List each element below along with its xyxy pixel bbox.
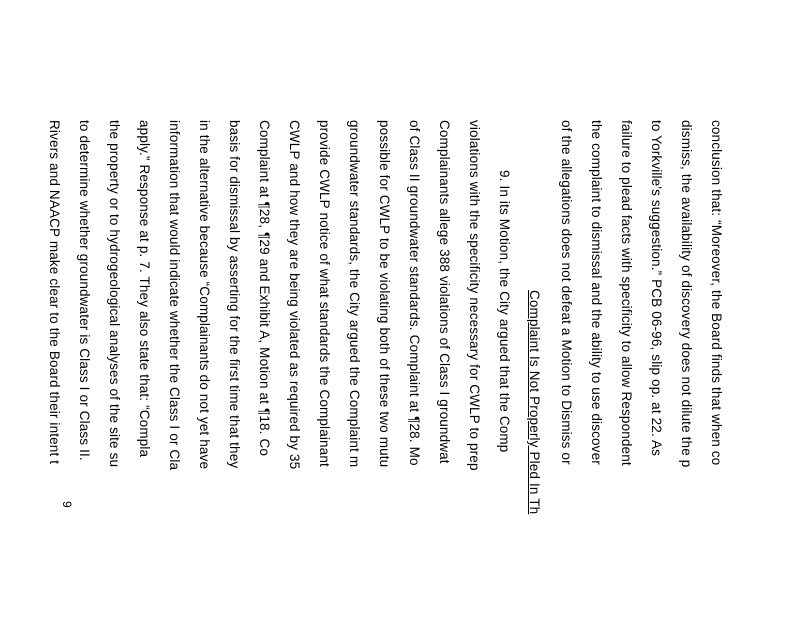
- text-line: possible for CWLP to be violating both of these two mutu: [377, 120, 392, 468]
- text-line: in the alternative because “Complainants do not yet have: [197, 120, 212, 470]
- text-line: 9. In its Motion, the City argued that the Comp: [497, 170, 512, 453]
- text-line: to determine whether groundwater is Class I or Class II.: [77, 120, 92, 461]
- text-line: the complaint to dismissal and the ability to use discover: [589, 120, 604, 465]
- section-heading: Complaint Is Not Properly Pled In Th: [527, 290, 542, 515]
- text-line: Rivers and NAACP make clear to the Board their intent t: [47, 120, 62, 465]
- text-line: information that would indicate whether the Class I or Cla: [167, 120, 182, 471]
- text-line: Complainants allege 388 violations of Class I groundwat: [437, 120, 452, 464]
- page-number: 9: [60, 501, 74, 508]
- text-line: to Yorkville's suggestion.” PCB 06-96, slip op. at 22. As: [649, 120, 664, 457]
- text-line: of the allegations does not defeat a Motion to Dismiss or: [559, 120, 574, 465]
- text-line: dismiss, the availability of discovery does not dilute the p: [679, 120, 694, 468]
- text-line: Complaint at ¶28, ¶29 and Exhibit A, Motion at ¶18. Co: [257, 120, 272, 457]
- text-line: conclusion that: “Moreover, the Board finds that when co: [709, 120, 724, 466]
- text-line: provide CWLP notice of what standards the Complainant: [317, 120, 332, 467]
- text-line: of Class II groundwater standards. Complaint at ¶28. Mo: [407, 120, 422, 466]
- text-line: CWLP and how they are being violated as required by 35: [287, 120, 302, 470]
- text-line: groundwater standards, the City argued the Complaint m: [347, 120, 362, 468]
- text-line: violations with the specificity necessary for CWLP to prep: [467, 120, 482, 471]
- text-line: failure to plead facts with specificity to allow Respondent: [619, 120, 634, 466]
- text-line: basis for dismissal by asserting for the first time that they: [227, 120, 242, 469]
- text-line: apply.” Response at p. 7. They also state that: “Compla: [137, 120, 152, 458]
- text-line: the property or to hydrogeological analyses of the site su: [107, 120, 122, 468]
